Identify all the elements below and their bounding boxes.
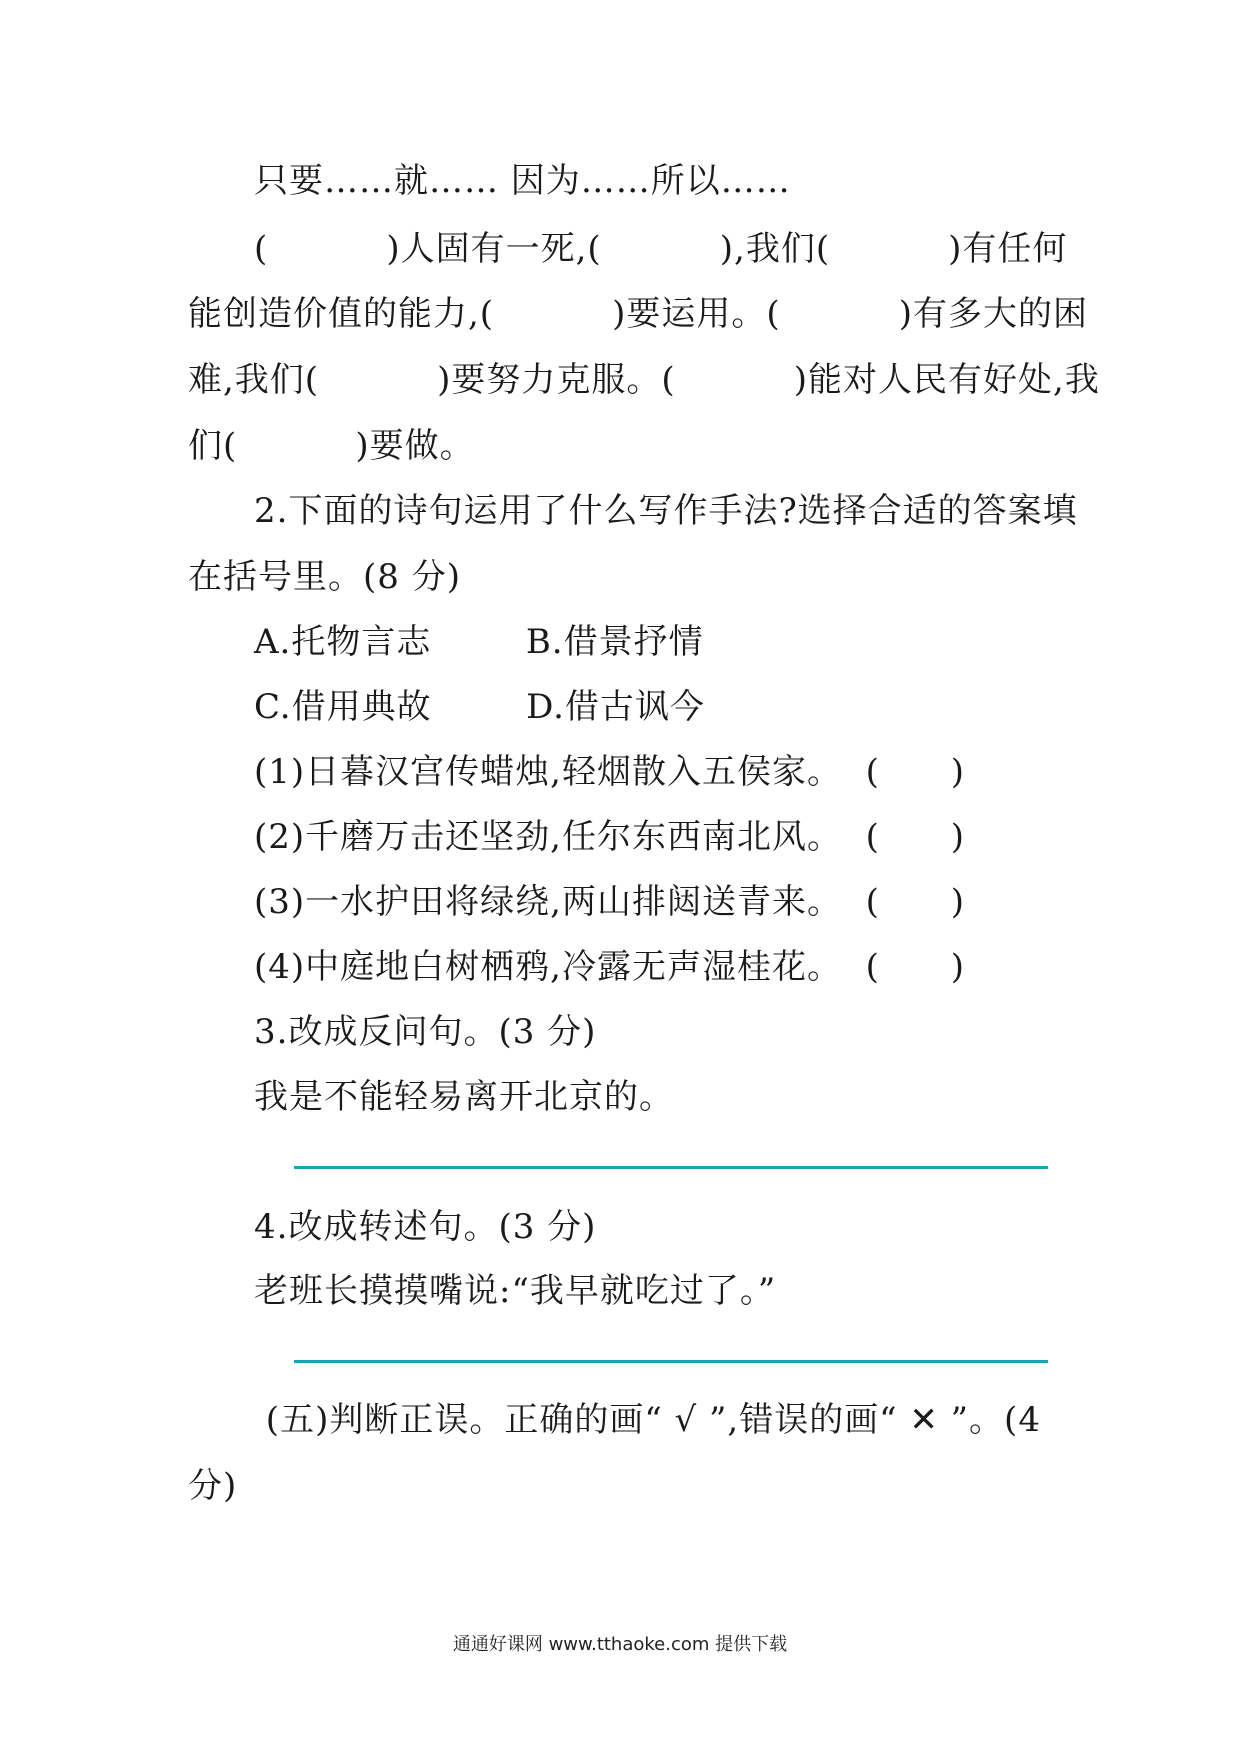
q2-prompt-line-1: 2.下面的诗句运用了什么写作手法?选择合适的答案填 [254, 491, 1078, 531]
conjunction-options: 只要……就…… 因为……所以…… [254, 161, 791, 201]
fill-blank-line-4: 们( )要做。 [188, 426, 475, 466]
q3-sentence: 我是不能轻易离开北京的。 [254, 1077, 674, 1117]
q2-prompt-line-2: 在括号里。(8 分) [188, 557, 461, 597]
q2-item-3: (3)一水护田将绿绕,两山排闼送青来。 ( ) [254, 882, 965, 922]
q2-choices-row-2: C.借用典故 D.借古讽今 [254, 687, 705, 727]
fill-blank-line-1: ( )人固有一死,( ),我们( )有任何 [254, 229, 1068, 269]
footer-credit: 通通好课网 www.tthaoke.com 提供下载 [452, 1634, 788, 1655]
section5-heading-line-1: (五)判断正误。正确的画“ √ ”,错误的画“ ✕ ”。(4 [254, 1400, 1041, 1440]
q2-item-2: (2)千磨万击还坚劲,任尔东西南北风。 ( ) [254, 817, 965, 857]
q2-item-4: (4)中庭地白树栖鸦,冷露无声湿桂花。 ( ) [254, 947, 965, 987]
fill-blank-line-3: 难,我们( )要努力克服。( )能对人民有好处,我 [188, 360, 1100, 400]
section5-heading-line-2: 分) [188, 1466, 238, 1506]
q4-answer-line[interactable] [294, 1360, 1048, 1363]
q3-prompt: 3.改成反问句。(3 分) [254, 1012, 597, 1052]
q4-prompt: 4.改成转述句。(3 分) [254, 1207, 597, 1247]
q4-sentence: 老班长摸摸嘴说:“我早就吃过了。” [254, 1271, 777, 1311]
q3-answer-line[interactable] [294, 1166, 1048, 1169]
q2-choices-row-1: A.托物言志 B.借景抒情 [254, 622, 704, 662]
q2-item-1: (1)日暮汉宫传蜡烛,轻烟散入五侯家。 ( ) [254, 752, 965, 792]
fill-blank-line-2: 能创造价值的能力,( )要运用。( )有多大的困 [188, 294, 1089, 334]
